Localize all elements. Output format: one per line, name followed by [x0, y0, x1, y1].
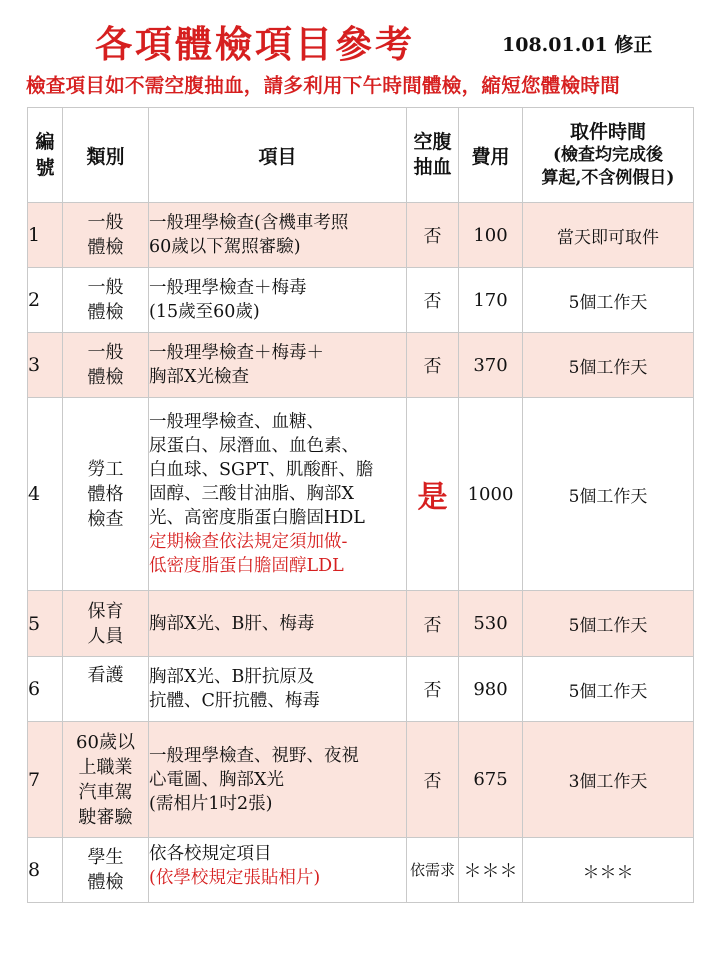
row-number: 8 [28, 838, 63, 903]
table-row [28, 838, 694, 903]
row-number: 4 [28, 398, 63, 591]
item-line: 胸部X光、B肝、梅毒 [149, 613, 315, 634]
table-header-row [28, 108, 694, 203]
row-category [63, 591, 149, 657]
header-fasting-line: 空腹 [413, 131, 452, 153]
item-line: 一般理學檢查＋梅毒 [149, 278, 307, 298]
table-row [28, 591, 694, 657]
row-pickup: 5個工作天 [523, 657, 694, 722]
category-line: 勞工 [87, 458, 124, 480]
row-fee: 980 [459, 657, 523, 722]
row-category [63, 333, 149, 398]
row-item [149, 268, 407, 333]
header-fasting [407, 108, 459, 203]
category-line: 人員 [87, 625, 124, 647]
header-fee: 費用 [459, 108, 523, 203]
exam-items-table [27, 107, 694, 903]
item-line: 一般理學檢查、血糖、 [149, 412, 324, 432]
item-line: 一般理學檢查、視野、夜視 [149, 745, 359, 766]
row-fasting: 否 [407, 657, 459, 722]
row-number: 5 [28, 591, 63, 657]
header-category: 類別 [63, 108, 149, 203]
row-item [149, 838, 407, 903]
row-pickup: 當天即可取件 [523, 203, 694, 268]
item-line: 胸部X光、B肝抗原及 [149, 667, 315, 687]
row-item [149, 591, 407, 657]
row-pickup: 5個工作天 [523, 333, 694, 398]
row-fasting: 依需求 [407, 838, 459, 903]
header-fasting-line: 抽血 [413, 156, 452, 178]
category-line: 體檢 [87, 302, 124, 323]
row-fee: 100 [459, 203, 523, 268]
row-item [149, 203, 407, 268]
category-line: 檢查 [87, 508, 124, 530]
item-line: 一般理學檢查＋梅毒＋ [149, 343, 324, 363]
row-category [63, 203, 149, 268]
row-number: 1 [28, 203, 63, 268]
row-number: 3 [28, 333, 63, 398]
row-fasting [407, 398, 459, 591]
header-pickup [523, 108, 694, 203]
row-fee: ＊＊＊ [459, 838, 523, 903]
category-line: 60歲以 [76, 731, 135, 753]
item-line: (15歲至60歲) [149, 302, 260, 322]
row-fee: 1000 [459, 398, 523, 591]
category-line: 一般 [87, 212, 124, 233]
row-item [149, 333, 407, 398]
table-row [28, 203, 694, 268]
item-line: 胸部X光檢查 [149, 367, 249, 387]
row-pickup: 5個工作天 [523, 268, 694, 333]
row-item [149, 398, 407, 591]
row-number: 7 [28, 722, 63, 838]
row-category [63, 657, 149, 722]
category-line: 體格 [87, 483, 124, 505]
header-pickup-line: (檢查均完成後 [552, 144, 664, 165]
category-line: 一般 [87, 277, 124, 298]
category-line: 體檢 [87, 237, 124, 258]
row-number: 6 [28, 657, 63, 722]
table-row [28, 722, 694, 838]
row-fasting: 否 [407, 203, 459, 268]
header-pickup-line: 算起,不含例假日) [541, 167, 675, 188]
item-note-line: 低密度脂蛋白膽固醇LDL [149, 556, 344, 576]
item-note-line: (依學校規定張貼相片) [149, 868, 321, 888]
header-pickup-line: 取件時間 [569, 120, 646, 143]
table-row [28, 268, 694, 333]
row-fee: 675 [459, 722, 523, 838]
item-line: (需相片1吋2張) [149, 793, 273, 814]
item-line: 抗體、C肝抗體、梅毒 [149, 691, 320, 711]
category-line: 一般 [87, 342, 124, 363]
row-category [63, 398, 149, 591]
category-line: 保育 [87, 600, 124, 622]
fasting-required-mark: 是 [417, 480, 448, 515]
item-line: 依各校規定項目 [149, 844, 272, 864]
header-item: 項目 [149, 108, 407, 203]
item-line: 尿蛋白、尿潛血、血色素、 [149, 436, 359, 456]
item-line: 一般理學檢查(含機車考照 [149, 213, 349, 233]
row-pickup: 5個工作天 [523, 591, 694, 657]
row-category [63, 268, 149, 333]
item-line: 固醇、三酸甘油脂、胸部X [149, 484, 354, 504]
row-fee: 530 [459, 591, 523, 657]
category-line: 汽車駕 [78, 781, 133, 803]
row-item [149, 657, 407, 722]
row-pickup: ＊＊＊ [523, 838, 694, 903]
category-line: 體檢 [87, 367, 124, 388]
row-fasting: 否 [407, 722, 459, 838]
table-row [28, 657, 694, 722]
row-fasting: 否 [407, 333, 459, 398]
table-row [28, 398, 694, 591]
header-number-line: 號 [35, 157, 55, 179]
row-fasting: 否 [407, 268, 459, 333]
row-fasting: 否 [407, 591, 459, 657]
category-line: 看護 [87, 665, 124, 686]
item-line: 60歲以下駕照審驗) [149, 237, 301, 257]
header-number-line: 編 [35, 131, 55, 153]
item-line: 光、高密度脂蛋白膽固HDL [149, 508, 365, 528]
item-line: 心電圖、胸部X光 [149, 769, 284, 790]
page-title: 各項體檢項目參考 [95, 22, 415, 66]
category-line: 學生 [87, 847, 124, 868]
row-pickup: 5個工作天 [523, 398, 694, 591]
row-pickup: 3個工作天 [523, 722, 694, 838]
fasting-notice: 檢查項目如不需空腹抽血，請多利用下午時間體檢，縮短您體檢時間 [26, 74, 621, 97]
category-line: 駛審驗 [78, 806, 133, 828]
category-line: 體檢 [87, 872, 124, 893]
header-number [28, 108, 63, 203]
row-item [149, 722, 407, 838]
row-fee: 170 [459, 268, 523, 333]
table-row [28, 333, 694, 398]
row-number: 2 [28, 268, 63, 333]
row-fee: 370 [459, 333, 523, 398]
item-line: 白血球、SGPT、肌酸酐、膽 [149, 460, 374, 480]
item-note-line: 定期檢查依法規定須加做- [149, 532, 348, 552]
row-category [63, 722, 149, 838]
row-category [63, 838, 149, 903]
category-line: 上職業 [78, 756, 133, 778]
revision-date: 108.01.01 修正 [502, 34, 653, 56]
